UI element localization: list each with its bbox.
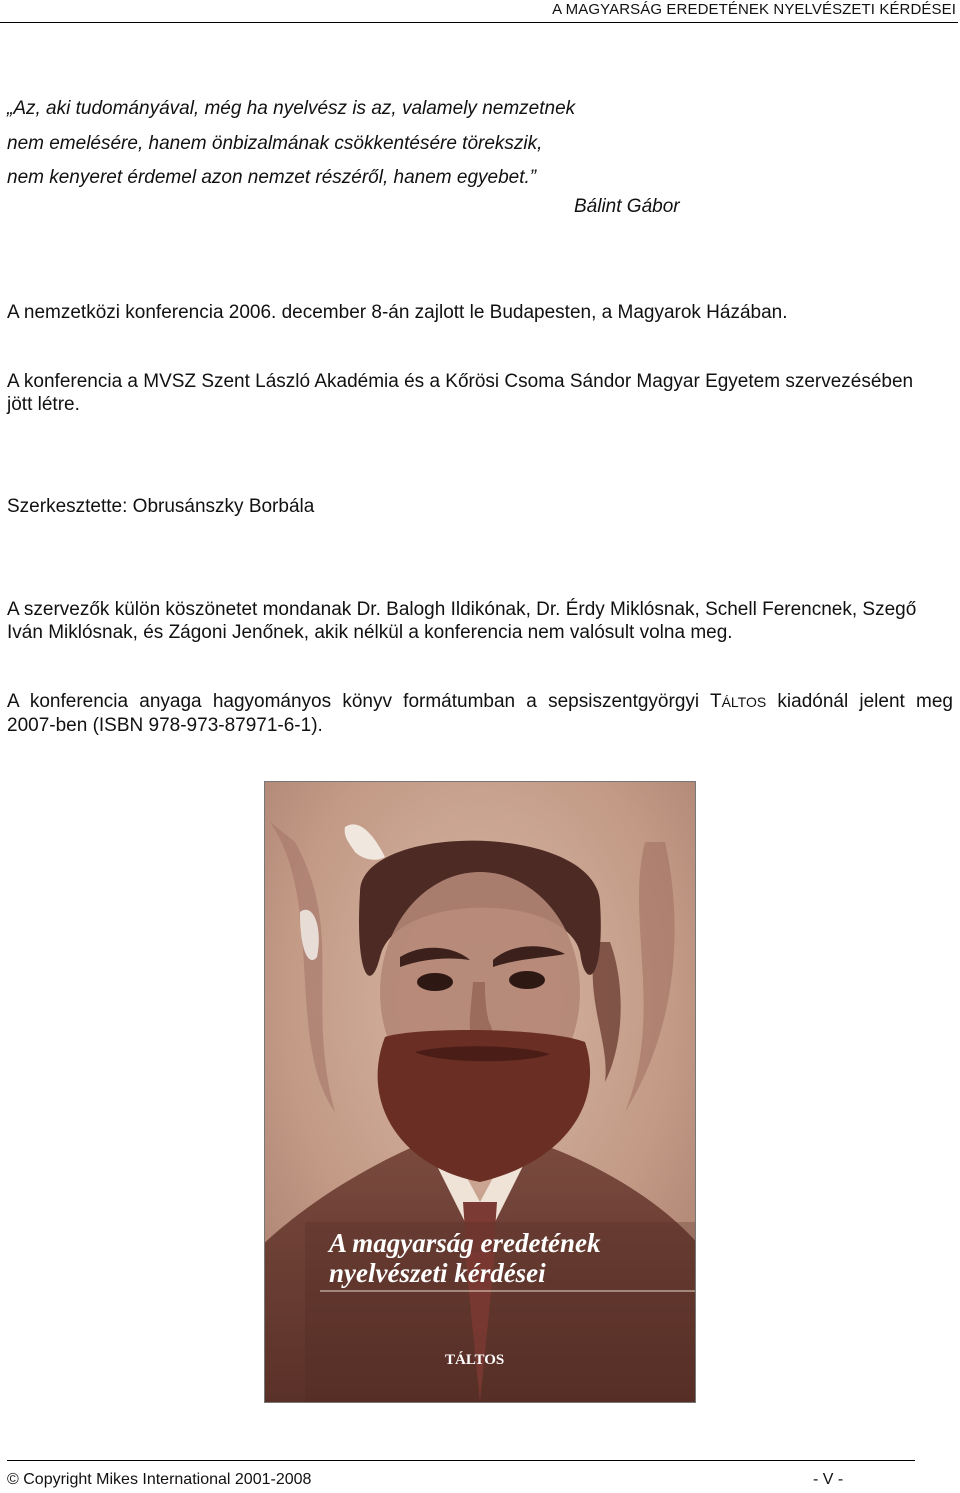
- publication-text: A konferencia anyaga hagyományos könyv formátumban a sepsiszentgyörgyi T: [7, 691, 722, 712]
- thanks-line: Iván Miklósnak, és Zágoni Jenőnek, akik nélkül a konferencia nem valósult volna meg.: [7, 622, 733, 643]
- thanks-line: A szervezők külön köszönetet mondanak Dr. Balogh Ildikónak, Dr. Érdy Miklósnak, Schell Ferencnek, Szegő: [7, 599, 917, 620]
- book-cover-image: [264, 781, 696, 1403]
- publication-paragraph: [7, 690, 953, 737]
- motto-line: „Az, aki tudományával, még ha nyelvész is az, valamely nemzetnek: [7, 98, 576, 119]
- page-number: - V -: [813, 1471, 844, 1488]
- publication-line: 2007-ben (ISBN 978-973-87971-6-1).: [7, 715, 323, 736]
- editor-paragraph: Szerkesztette: Obrusánszky Borbála: [7, 496, 315, 517]
- thanks-paragraph: [7, 598, 953, 644]
- publisher-logo: TÁLTOS: [445, 1352, 505, 1368]
- publication-text: kiadónál jelent meg: [766, 691, 953, 712]
- footer-divider: [7, 1460, 915, 1461]
- cover-title-line: nyelvészeti kérdései: [329, 1258, 546, 1288]
- publisher-name: ÁLTOS: [721, 694, 767, 710]
- cover-title-line: A magyarság eredetének: [329, 1228, 601, 1258]
- running-title: A MAGYARSÁG EREDETÉNEK NYELVÉSZETI KÉRDÉSEI: [552, 1, 956, 18]
- book-cover-illustration: [265, 782, 695, 1402]
- page-header: [0, 0, 958, 23]
- motto-line: nem kenyeret érdemel azon nemzet részéről, hanem egyebet.”: [7, 167, 537, 188]
- motto-author: Bálint Gábor: [574, 196, 680, 217]
- motto-quote: [7, 92, 575, 196]
- organizers-line: A konferencia a MVSZ Szent László Akadémia és a Kőrösi Csoma Sándor Magyar Egyetem szervezésében: [7, 371, 914, 392]
- publication-line: [7, 690, 953, 714]
- conference-date-paragraph: A nemzetközi konferencia 2006. december 8-án zajlott le Budapesten, a Magyarok Házában.: [7, 302, 788, 323]
- copyright-text: © Copyright Mikes International 2001-2008: [7, 1471, 312, 1488]
- organizers-paragraph: [7, 370, 953, 416]
- organizers-line: jött létre.: [7, 394, 80, 415]
- motto-line: nem emelésére, hanem önbizalmának csökkentésére törekszik,: [7, 132, 543, 154]
